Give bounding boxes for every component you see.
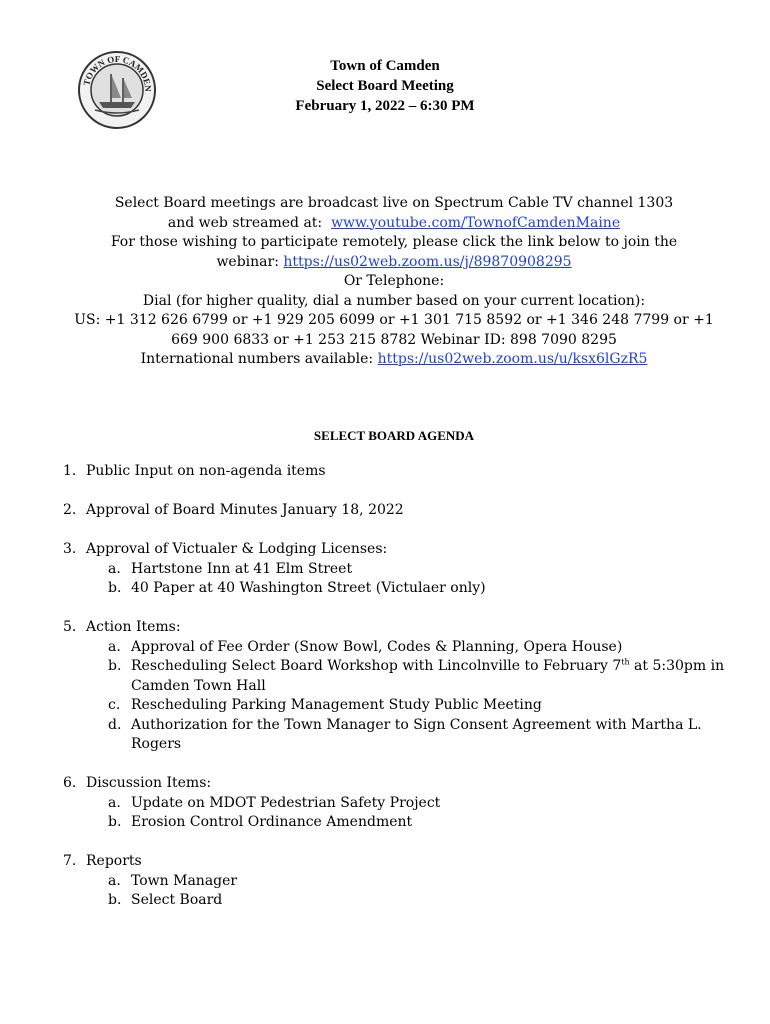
agenda-subitem-text: Town Manager	[131, 872, 238, 889]
agenda-subitem-letter: a.	[108, 872, 121, 889]
intl-line	[60, 350, 728, 370]
svg-text:TOWN OF CAMDEN: TOWN OF CAMDEN	[81, 53, 154, 92]
agenda-item-text: Approval of Board Minutes January 18, 2022	[86, 502, 404, 518]
broadcast-line: Select Board meetings are broadcast live on Spectrum Cable TV channel 1303	[114, 195, 674, 211]
agenda-item-body	[86, 501, 733, 521]
webinar-line	[60, 253, 728, 273]
agenda-subitem	[86, 813, 733, 833]
agenda-item-body	[86, 540, 733, 599]
webinar-prefix: webinar:	[216, 253, 279, 270]
agenda-subitem-letter: b.	[108, 814, 122, 830]
agenda-item-body	[86, 618, 733, 755]
agenda-subitem-letter: a.	[108, 638, 121, 655]
agenda-item-text: Discussion Items:	[86, 775, 212, 791]
stream-prefix: and web streamed at:	[167, 214, 323, 231]
agenda-subitem-text: Approval of Fee Order (Snow Bowl, Codes & Planning, Opera House)	[131, 638, 623, 655]
youtube-link[interactable]: www.youtube.com/TownofCamdenMaine	[331, 214, 621, 231]
agenda-subitem	[86, 560, 733, 580]
agenda-subitem	[86, 716, 733, 755]
agenda-item-number: 3.	[63, 541, 77, 557]
agenda-item	[63, 540, 733, 599]
agenda-subitem-letter: b.	[108, 892, 122, 908]
agenda-item-text: Public Input on non-agenda items	[86, 463, 326, 479]
agenda-subitem-letter: b.	[108, 658, 122, 674]
agenda-subitem	[86, 696, 733, 716]
agenda-subitem-text	[131, 657, 733, 696]
agenda-item-number: 7.	[63, 853, 77, 869]
agenda-subitem	[86, 891, 733, 911]
agenda-item-body	[86, 462, 733, 482]
agenda-subitem	[86, 872, 733, 892]
agenda-item-number: 1.	[63, 463, 77, 479]
broadcast-info	[60, 194, 728, 370]
agenda-item-body	[86, 774, 733, 833]
ordinal-suffix: th	[621, 657, 630, 667]
agenda-item	[63, 618, 733, 755]
agenda-subitem-letter: a.	[108, 560, 121, 577]
dial-line: Dial (for higher quality, dial a number based on your current location):	[142, 292, 646, 309]
remote-line: For those wishing to participate remotely, please click the link below to join the	[110, 234, 678, 250]
us-numbers-1: US: +1 312 626 6799 or +1 929 205 6099 or +1 301 715 8592 or +1 346 248 7799 or +1	[74, 312, 714, 328]
agenda-subitem-text: Hartstone Inn at 41 Elm Street	[131, 560, 353, 577]
agenda-item	[63, 852, 733, 911]
agenda-title: SELECT BOARD AGENDA	[313, 428, 475, 443]
agenda-item	[63, 774, 733, 833]
agenda-item-text: Approval of Victualer & Lodging Licenses:	[86, 541, 388, 557]
agenda-subitem-text: Rescheduling Parking Management Study Public Meeting	[131, 697, 542, 713]
stream-line	[60, 214, 728, 234]
agenda-item-number: 6.	[63, 775, 77, 791]
agenda-subitem-text-part: Rescheduling Select Board Workshop with Lincolnville to February 7	[131, 658, 622, 674]
town-name: Town of Camden	[330, 58, 440, 74]
telephone-line: Or Telephone:	[343, 273, 445, 289]
agenda-item-text: Action Items:	[86, 619, 181, 635]
agenda-list	[63, 462, 733, 930]
agenda-subitem-text: Authorization for the Town Manager to Sign Consent Agreement with Martha L. Rogers	[131, 716, 702, 752]
agenda-subitem-text: 40 Paper at 40 Washington Street (Victulaer only)	[131, 580, 486, 596]
agenda-subitem-letter: c.	[108, 697, 121, 713]
agenda-subitem-letter: b.	[108, 580, 122, 596]
agenda-subitem	[86, 794, 733, 814]
agenda-subitem-text-part: at 5:30pm in Camden Town Hall	[131, 658, 725, 694]
intl-numbers-link[interactable]: https://us02web.zoom.us/u/ksx6lGzR5	[377, 351, 648, 367]
agenda-subitem	[86, 657, 733, 696]
agenda-item-number: 2.	[63, 502, 77, 518]
agenda-item-body	[86, 852, 733, 911]
agenda-subitem	[86, 579, 733, 599]
agenda-subitem-letter: d.	[108, 716, 122, 733]
agenda-subitem-text: Erosion Control Ordinance Amendment	[131, 814, 413, 830]
meeting-header	[0, 53, 770, 116]
agenda-item	[63, 501, 733, 521]
agenda-subitem-text: Select Board	[131, 892, 223, 908]
meeting-name: Select Board Meeting	[316, 78, 454, 94]
agenda-item-number: 5.	[63, 619, 77, 635]
intl-prefix: International numbers available:	[140, 351, 374, 367]
agenda-subitem-text: Update on MDOT Pedestrian Safety Project	[131, 794, 441, 811]
agenda-item-text: Reports	[86, 853, 142, 869]
agenda-subitem	[86, 638, 733, 658]
meeting-date: February 1, 2022 – 6:30 PM	[295, 98, 475, 114]
agenda-subitem-letter: a.	[108, 794, 121, 811]
us-numbers-2: 669 900 6833 or +1 253 215 8782 Webinar ID: 898 7090 8295	[171, 331, 617, 348]
zoom-link[interactable]: https://us02web.zoom.us/j/89870908295	[283, 253, 572, 270]
agenda-item	[63, 462, 733, 482]
